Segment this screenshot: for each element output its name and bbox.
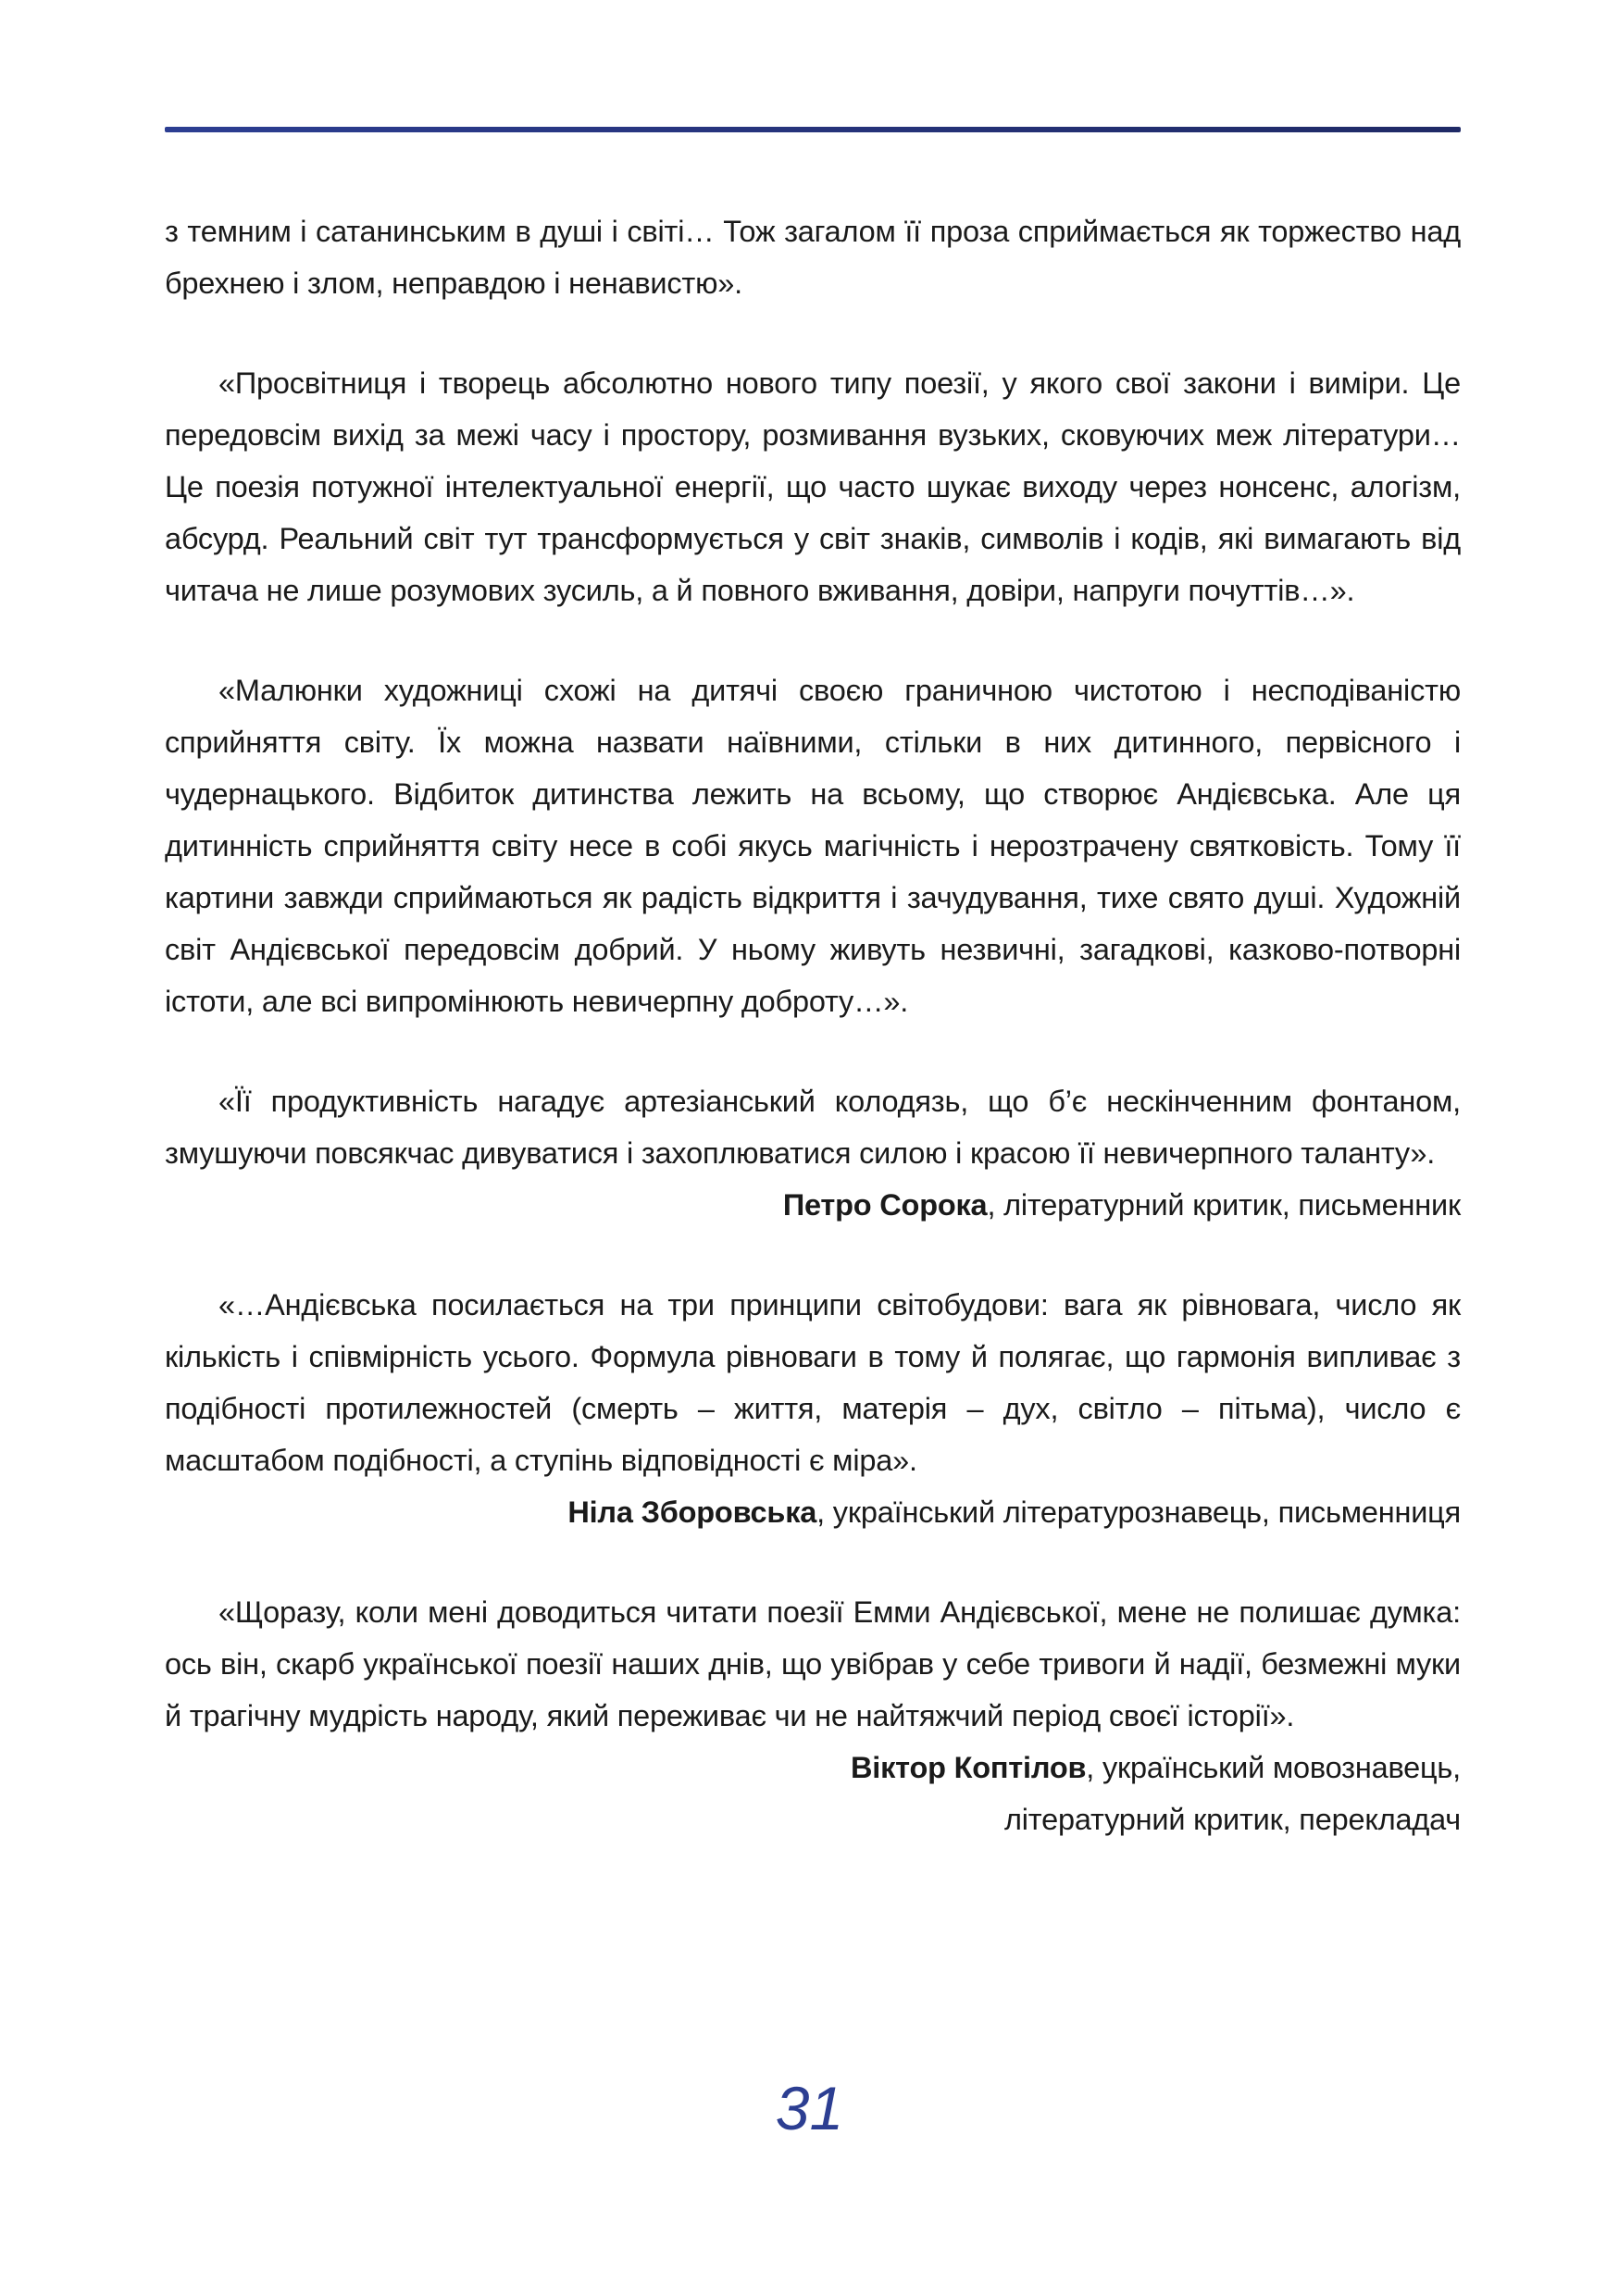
paragraph-text: з темним і сатанинським в душі і світі… Тож загалом її проза сприймається як торжество над брехнею і злом, неправдою і ненавистю». — [165, 215, 1461, 300]
header-rule — [165, 127, 1461, 132]
page-content — [165, 205, 1461, 1893]
attribution-role: , літературний критик, письменник — [987, 1188, 1461, 1222]
attribution-role-continued: літературний критик, перекладач — [1004, 1803, 1461, 1836]
attribution — [165, 1742, 1461, 1793]
quote-block-soroka — [165, 1075, 1461, 1231]
attribution-name: Петро Сорока — [782, 1188, 988, 1222]
attribution-role: , український літературознавець, письменниця — [816, 1496, 1461, 1529]
attribution-role: , український мовознавець, — [1086, 1751, 1461, 1784]
attribution — [165, 1179, 1461, 1231]
quote-block-koptilov — [165, 1586, 1461, 1845]
attribution — [165, 1486, 1461, 1538]
attribution-name: Віктор Коптілов — [850, 1751, 1087, 1784]
quote-block-continuation — [165, 205, 1461, 309]
quote-block-poetry — [165, 357, 1461, 616]
paragraph-text: «Щоразу, коли мені доводиться читати поезії Емми Андієвської, мене не полишає думка: ось він, скарб української поезії наших днів, що увібрав у себе тривоги й надії, безмежні муки й трагічну мудрість народу, який переживає чи не найтяжчий період своєї історії». — [165, 1595, 1461, 1732]
page-number: 31 — [775, 2074, 844, 2142]
paragraph-text: «Просвітниця і творець абсолютно нового типу поезії, у якого свої закони і виміри. Це передовсім вихід за межі часу і простору, розмивання вузьких, сковуючих меж літератури… Це поезія потужної інтелектуальної енергії, що часто шукає виходу через нонсенс, алогізм, абсурд. Реальний світ тут трансформується у світ знаків, символів і кодів, які вимагають від читача не лише розумових зусиль, а й повного вживання, довіри, напруги почуттів…». — [165, 366, 1461, 607]
attribution-name: Ніла Зборовська — [567, 1496, 817, 1529]
paragraph-text: «…Андієвська посилається на три принципи світобудови: вага як рівновага, число як кількість і співмірність усього. Формула рівноваги в тому й полягає, що гармонія випливає з подібності протилежностей (смерть – життя, матерія – дух, світло – пітьма), число є масштабом подібності, а ступінь відповідності є міра». — [165, 1288, 1461, 1477]
paragraph-text: «Її продуктивність нагадує артезіанський колодязь, що б’є нескінченним фонтаном, змушуючи повсякчас дивуватися і захоплюватися силою і красою її невичерпного таланту». — [165, 1085, 1461, 1170]
quote-block-zborovska — [165, 1279, 1461, 1538]
paragraph-text: «Малюнки художниці схожі на дитячі своєю граничною чистотою і несподіваністю сприйняття світу. Їх можна назвати наївними, стільки в них дитинного, первісного і чудернацького. Відбиток дитинства лежить на всьому, що створює Андієвська. Але ця дитинність сприйняття світу несе в собі якусь магічність і нерозтрачену святковість. Тому її картини завжди сприймаються як радість відкриття і зачудування, тихе свято душі. Художній світ Андієвської передовсім добрий. У ньому живуть незвичні, загадкові, казково-потворні істоти, але всі випромінюють невичерпну доброту…». — [165, 674, 1461, 1018]
quote-block-drawings — [165, 664, 1461, 1027]
